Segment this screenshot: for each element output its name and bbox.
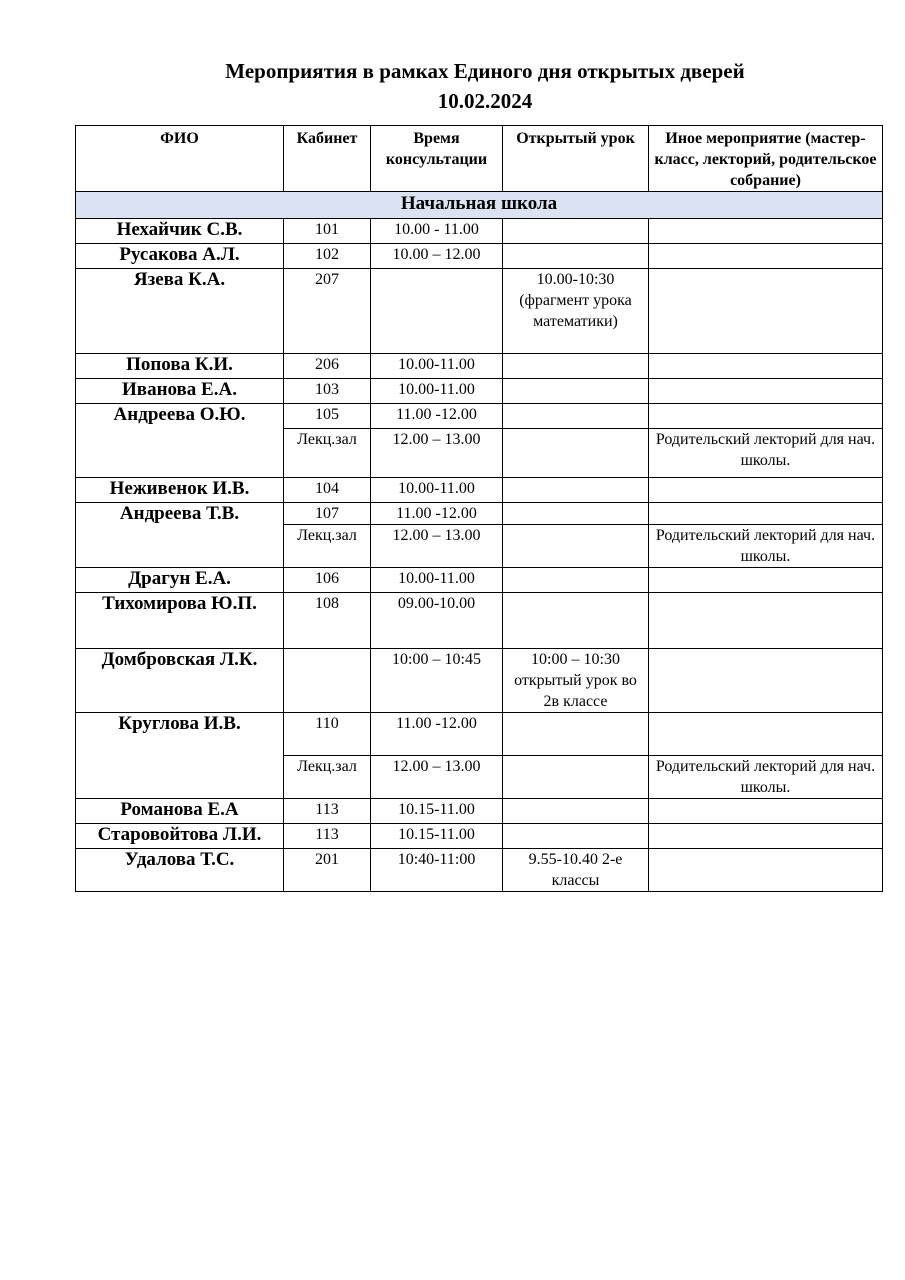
time-cell: 10.00-11.00 (371, 354, 503, 379)
teacher-name: Андреева О.Ю. (76, 404, 284, 478)
table-row (76, 824, 883, 849)
room-cell: 201 (284, 849, 371, 892)
header-fio: ФИО (76, 126, 284, 192)
room-cell: 105 (284, 404, 371, 429)
room-cell: 102 (284, 244, 371, 269)
open-lesson-cell (503, 756, 649, 799)
table-row (76, 269, 883, 354)
table-row (76, 568, 883, 593)
open-lesson-cell (503, 478, 649, 503)
teacher-name: Удалова Т.С. (76, 849, 284, 892)
table-row (76, 219, 883, 244)
open-lesson-cell (503, 713, 649, 756)
other-event-cell (649, 478, 883, 503)
table-row (76, 478, 883, 503)
table-row (76, 849, 883, 892)
header-room: Кабинет (284, 126, 371, 192)
time-cell: 11.00 -12.00 (371, 503, 503, 525)
other-event-cell (649, 269, 883, 354)
title-line-1: Мероприятия в рамках Единого дня открытых дверей (225, 59, 745, 83)
open-lesson-cell (503, 824, 649, 849)
time-cell: 12.00 – 13.00 (371, 525, 503, 568)
room-cell: 107 (284, 503, 371, 525)
other-event-cell: Родительский лекторий для нач. школы. (649, 429, 883, 478)
open-lesson-cell (503, 525, 649, 568)
teacher-name: Неживенок И.В. (76, 478, 284, 503)
time-cell: 09.00-10.00 (371, 593, 503, 649)
table-row (76, 379, 883, 404)
open-lesson-cell (503, 404, 649, 429)
header-time: Время консультации (371, 126, 503, 192)
table-row (76, 593, 883, 649)
other-event-cell (649, 568, 883, 593)
other-event-cell (649, 244, 883, 269)
time-cell: 10.00-11.00 (371, 379, 503, 404)
other-event-cell (649, 849, 883, 892)
open-lesson-cell (503, 219, 649, 244)
open-lesson-cell: 10.00-10:30 (фрагмент урока математики) (503, 269, 649, 354)
table-row (76, 649, 883, 713)
room-cell: Лекц.зал (284, 525, 371, 568)
room-cell: 104 (284, 478, 371, 503)
other-event-cell (649, 379, 883, 404)
room-cell: 206 (284, 354, 371, 379)
teacher-name: Старовойтова Л.И. (76, 824, 284, 849)
teacher-name: Домбровская Л.К. (76, 649, 284, 713)
time-cell: 10.15-11.00 (371, 824, 503, 849)
table-row (76, 404, 883, 429)
room-cell: Лекц.зал (284, 756, 371, 799)
time-cell: 10.00-11.00 (371, 568, 503, 593)
other-event-cell (649, 219, 883, 244)
table-row (76, 799, 883, 824)
section-title: Начальная школа (76, 192, 883, 219)
time-cell: 11.00 -12.00 (371, 404, 503, 429)
time-cell: 10.00 - 11.00 (371, 219, 503, 244)
table-row (76, 244, 883, 269)
page-title (0, 56, 905, 116)
room-cell: Лекц.зал (284, 429, 371, 478)
time-cell: 10:40-11:00 (371, 849, 503, 892)
room-cell: 103 (284, 379, 371, 404)
schedule-table (75, 125, 883, 892)
teacher-name: Круглова И.В. (76, 713, 284, 799)
teacher-name: Русакова А.Л. (76, 244, 284, 269)
room-cell (284, 649, 371, 713)
time-cell: 10.15-11.00 (371, 799, 503, 824)
teacher-name: Язева К.А. (76, 269, 284, 354)
other-event-cell (649, 799, 883, 824)
section-row (76, 192, 883, 219)
other-event-cell (649, 404, 883, 429)
other-event-cell (649, 649, 883, 713)
room-cell: 207 (284, 269, 371, 354)
time-cell: 10.00 – 12.00 (371, 244, 503, 269)
teacher-name: Драгун Е.А. (76, 568, 284, 593)
time-cell: 10:00 – 10:45 (371, 649, 503, 713)
other-event-cell (649, 354, 883, 379)
teacher-name: Попова К.И. (76, 354, 284, 379)
other-event-cell: Родительский лекторий для нач. школы. (649, 756, 883, 799)
open-lesson-cell (503, 379, 649, 404)
other-event-cell (649, 824, 883, 849)
other-event-cell: Родительский лекторий для нач. школы. (649, 525, 883, 568)
room-cell: 101 (284, 219, 371, 244)
teacher-name: Андреева Т.В. (76, 503, 284, 568)
open-lesson-cell (503, 799, 649, 824)
open-lesson-cell: 10:00 – 10:30 открытый урок во 2в классе (503, 649, 649, 713)
time-cell: 11.00 -12.00 (371, 713, 503, 756)
open-lesson-cell (503, 568, 649, 593)
room-cell: 106 (284, 568, 371, 593)
open-lesson-cell (503, 244, 649, 269)
open-lesson-cell (503, 354, 649, 379)
room-cell: 113 (284, 799, 371, 824)
table-row (76, 713, 883, 756)
room-cell: 110 (284, 713, 371, 756)
table-row (76, 503, 883, 525)
other-event-cell (649, 503, 883, 525)
open-lesson-cell (503, 429, 649, 478)
time-cell (371, 269, 503, 354)
teacher-name: Романова Е.А (76, 799, 284, 824)
header-row (76, 126, 883, 192)
table-row (76, 354, 883, 379)
other-event-cell (649, 593, 883, 649)
title-line-2: 10.02.2024 (437, 89, 533, 113)
time-cell: 10.00-11.00 (371, 478, 503, 503)
teacher-name: Нехайчик С.В. (76, 219, 284, 244)
teacher-name: Иванова Е.А. (76, 379, 284, 404)
time-cell: 12.00 – 13.00 (371, 429, 503, 478)
header-open-lesson: Открытый урок (503, 126, 649, 192)
room-cell: 113 (284, 824, 371, 849)
open-lesson-cell (503, 593, 649, 649)
room-cell: 108 (284, 593, 371, 649)
open-lesson-cell: 9.55-10.40 2-е классы (503, 849, 649, 892)
time-cell: 12.00 – 13.00 (371, 756, 503, 799)
open-lesson-cell (503, 503, 649, 525)
teacher-name: Тихомирова Ю.П. (76, 593, 284, 649)
other-event-cell (649, 713, 883, 756)
header-other-event: Иное мероприятие (мастер-класс, лекторий, родительское собрание) (649, 126, 883, 192)
